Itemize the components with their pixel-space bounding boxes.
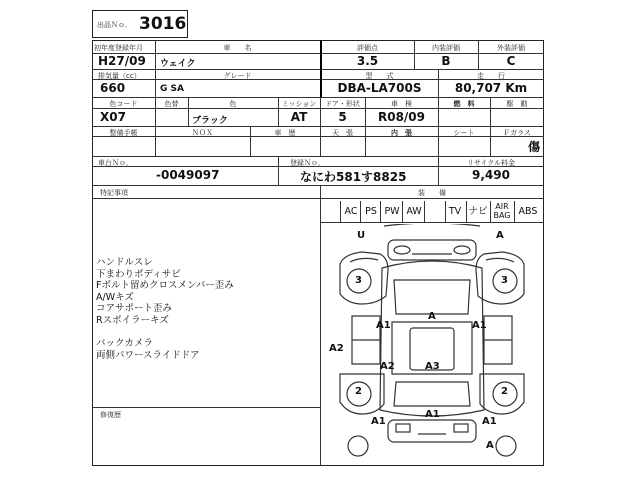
mark-left-side: A2: [329, 343, 344, 354]
reg-year-value: H27/09: [98, 54, 146, 68]
equipment-ac: AC: [340, 201, 361, 222]
car-damage-diagram: [322, 224, 542, 464]
maintenance-label: 整備手帳: [109, 129, 138, 137]
mark-front-wheel-left: U: [357, 230, 366, 241]
front-glass-label: Ｆガラス: [503, 129, 531, 137]
mission-label: ミッション: [281, 100, 317, 108]
chassis-label: 車台Ｎｏ．: [98, 159, 133, 167]
nox-label: ＮＯＸ: [192, 129, 213, 137]
recycle-value: 9,490: [472, 168, 510, 182]
mark-rear-bumper: A: [486, 440, 494, 451]
equipment-tv: TV: [444, 201, 467, 222]
color-change-label: 色替: [164, 100, 179, 108]
chassis-value: -0049097: [156, 168, 220, 182]
exterior-score-label: 外装評価: [497, 44, 525, 52]
notes-text: ハンドルスレ 下まわりボディサビ Fボルト留めクロスメンバー歪み A/Wキズ コアサポート歪み Rスポイラーキズ バックカメラ 両側パワースライドドア: [96, 257, 234, 361]
equipment-airbag: AIR BAG: [490, 201, 515, 223]
seat-label: シート: [453, 129, 475, 137]
mark-roof-front: A: [428, 311, 436, 322]
mark-right-rear-fender: 2: [501, 386, 508, 397]
mileage-value: 80,707 Km: [454, 81, 528, 95]
model-label: 型 式: [365, 72, 394, 80]
displacement-value: 660: [100, 81, 126, 95]
equipment-abs: ABS: [518, 206, 538, 217]
mark-left-front-door: A1: [376, 320, 391, 331]
mark-right-rear: A1: [482, 416, 497, 427]
color-code-label: 色コード: [109, 100, 138, 108]
mark-left-rear-fender: 2: [355, 386, 362, 397]
color-code-value: X07: [100, 110, 126, 124]
equipment-label: 装 備: [418, 189, 446, 197]
mark-trunk: A1: [425, 409, 440, 420]
mark-left-rear: A1: [371, 416, 386, 427]
drive-label: 駆 動: [506, 100, 528, 108]
recycle-label: リサイクル料金: [466, 159, 516, 167]
notes-label: 特記事項: [100, 189, 128, 197]
equipment-aw: AW: [402, 201, 425, 222]
interior-score-value: B: [441, 54, 451, 68]
lot-value: 3016: [139, 14, 187, 34]
plate-label: 登録Ｎｏ．: [290, 159, 325, 167]
reg-year-label: 初年度登録年月: [94, 44, 143, 52]
grade-label: グレード: [223, 72, 252, 80]
fuel-label: 燃 料: [453, 100, 475, 108]
ceiling-label: 天 張: [332, 129, 353, 137]
mark-right-front-fender: 3: [501, 275, 508, 286]
equipment-ps: PS: [360, 201, 381, 222]
displacement-label: 排気量（cc）: [98, 72, 141, 80]
lot-label: 出品Ｎｏ．: [97, 21, 132, 29]
rear-bumper-outline: [388, 420, 476, 442]
history-label: 車 歴: [274, 129, 296, 137]
front-bumper-outline: [388, 240, 476, 260]
doors-label: ドア・形状: [325, 100, 360, 108]
lot-number-box: [92, 10, 188, 38]
mileage-label: 走 行: [477, 72, 505, 80]
inspection-value: R08/09: [377, 110, 426, 124]
mission-value: AT: [290, 110, 308, 124]
color-label: 色: [229, 100, 237, 108]
equipment-pw: PW: [380, 201, 403, 222]
exterior-score-value: C: [506, 54, 516, 68]
mark-right-front-door: A1: [472, 320, 487, 331]
grade-value: G SA: [160, 84, 184, 94]
score-value: 3.5: [356, 54, 379, 68]
mark-roof: A3: [425, 361, 440, 372]
mark-left-front-fender: 3: [355, 275, 362, 286]
interior-upholstery-label: 内 張: [391, 129, 412, 137]
mark-left-rear-door: A2: [380, 361, 395, 372]
score-label: 評価点: [357, 44, 378, 52]
repair-history-label: 修復歴: [100, 411, 121, 419]
model-value: DBA-LA700S: [337, 81, 422, 95]
equipment-navi: ナビ: [466, 201, 491, 222]
color-value: ブラック: [192, 116, 228, 126]
interior-score-label: 内装評価: [432, 44, 460, 52]
equipment-blank: [424, 201, 446, 222]
mark-front-right: A: [496, 230, 504, 241]
front-glass-value: 傷: [527, 140, 540, 154]
inspection-label: 車 検: [391, 100, 412, 108]
doors-value: 5: [338, 110, 347, 124]
car-name-value: ウェイク: [160, 59, 196, 69]
car-name-label: 車 名: [223, 44, 252, 52]
plate-value: なにわ581す8825: [300, 170, 407, 184]
